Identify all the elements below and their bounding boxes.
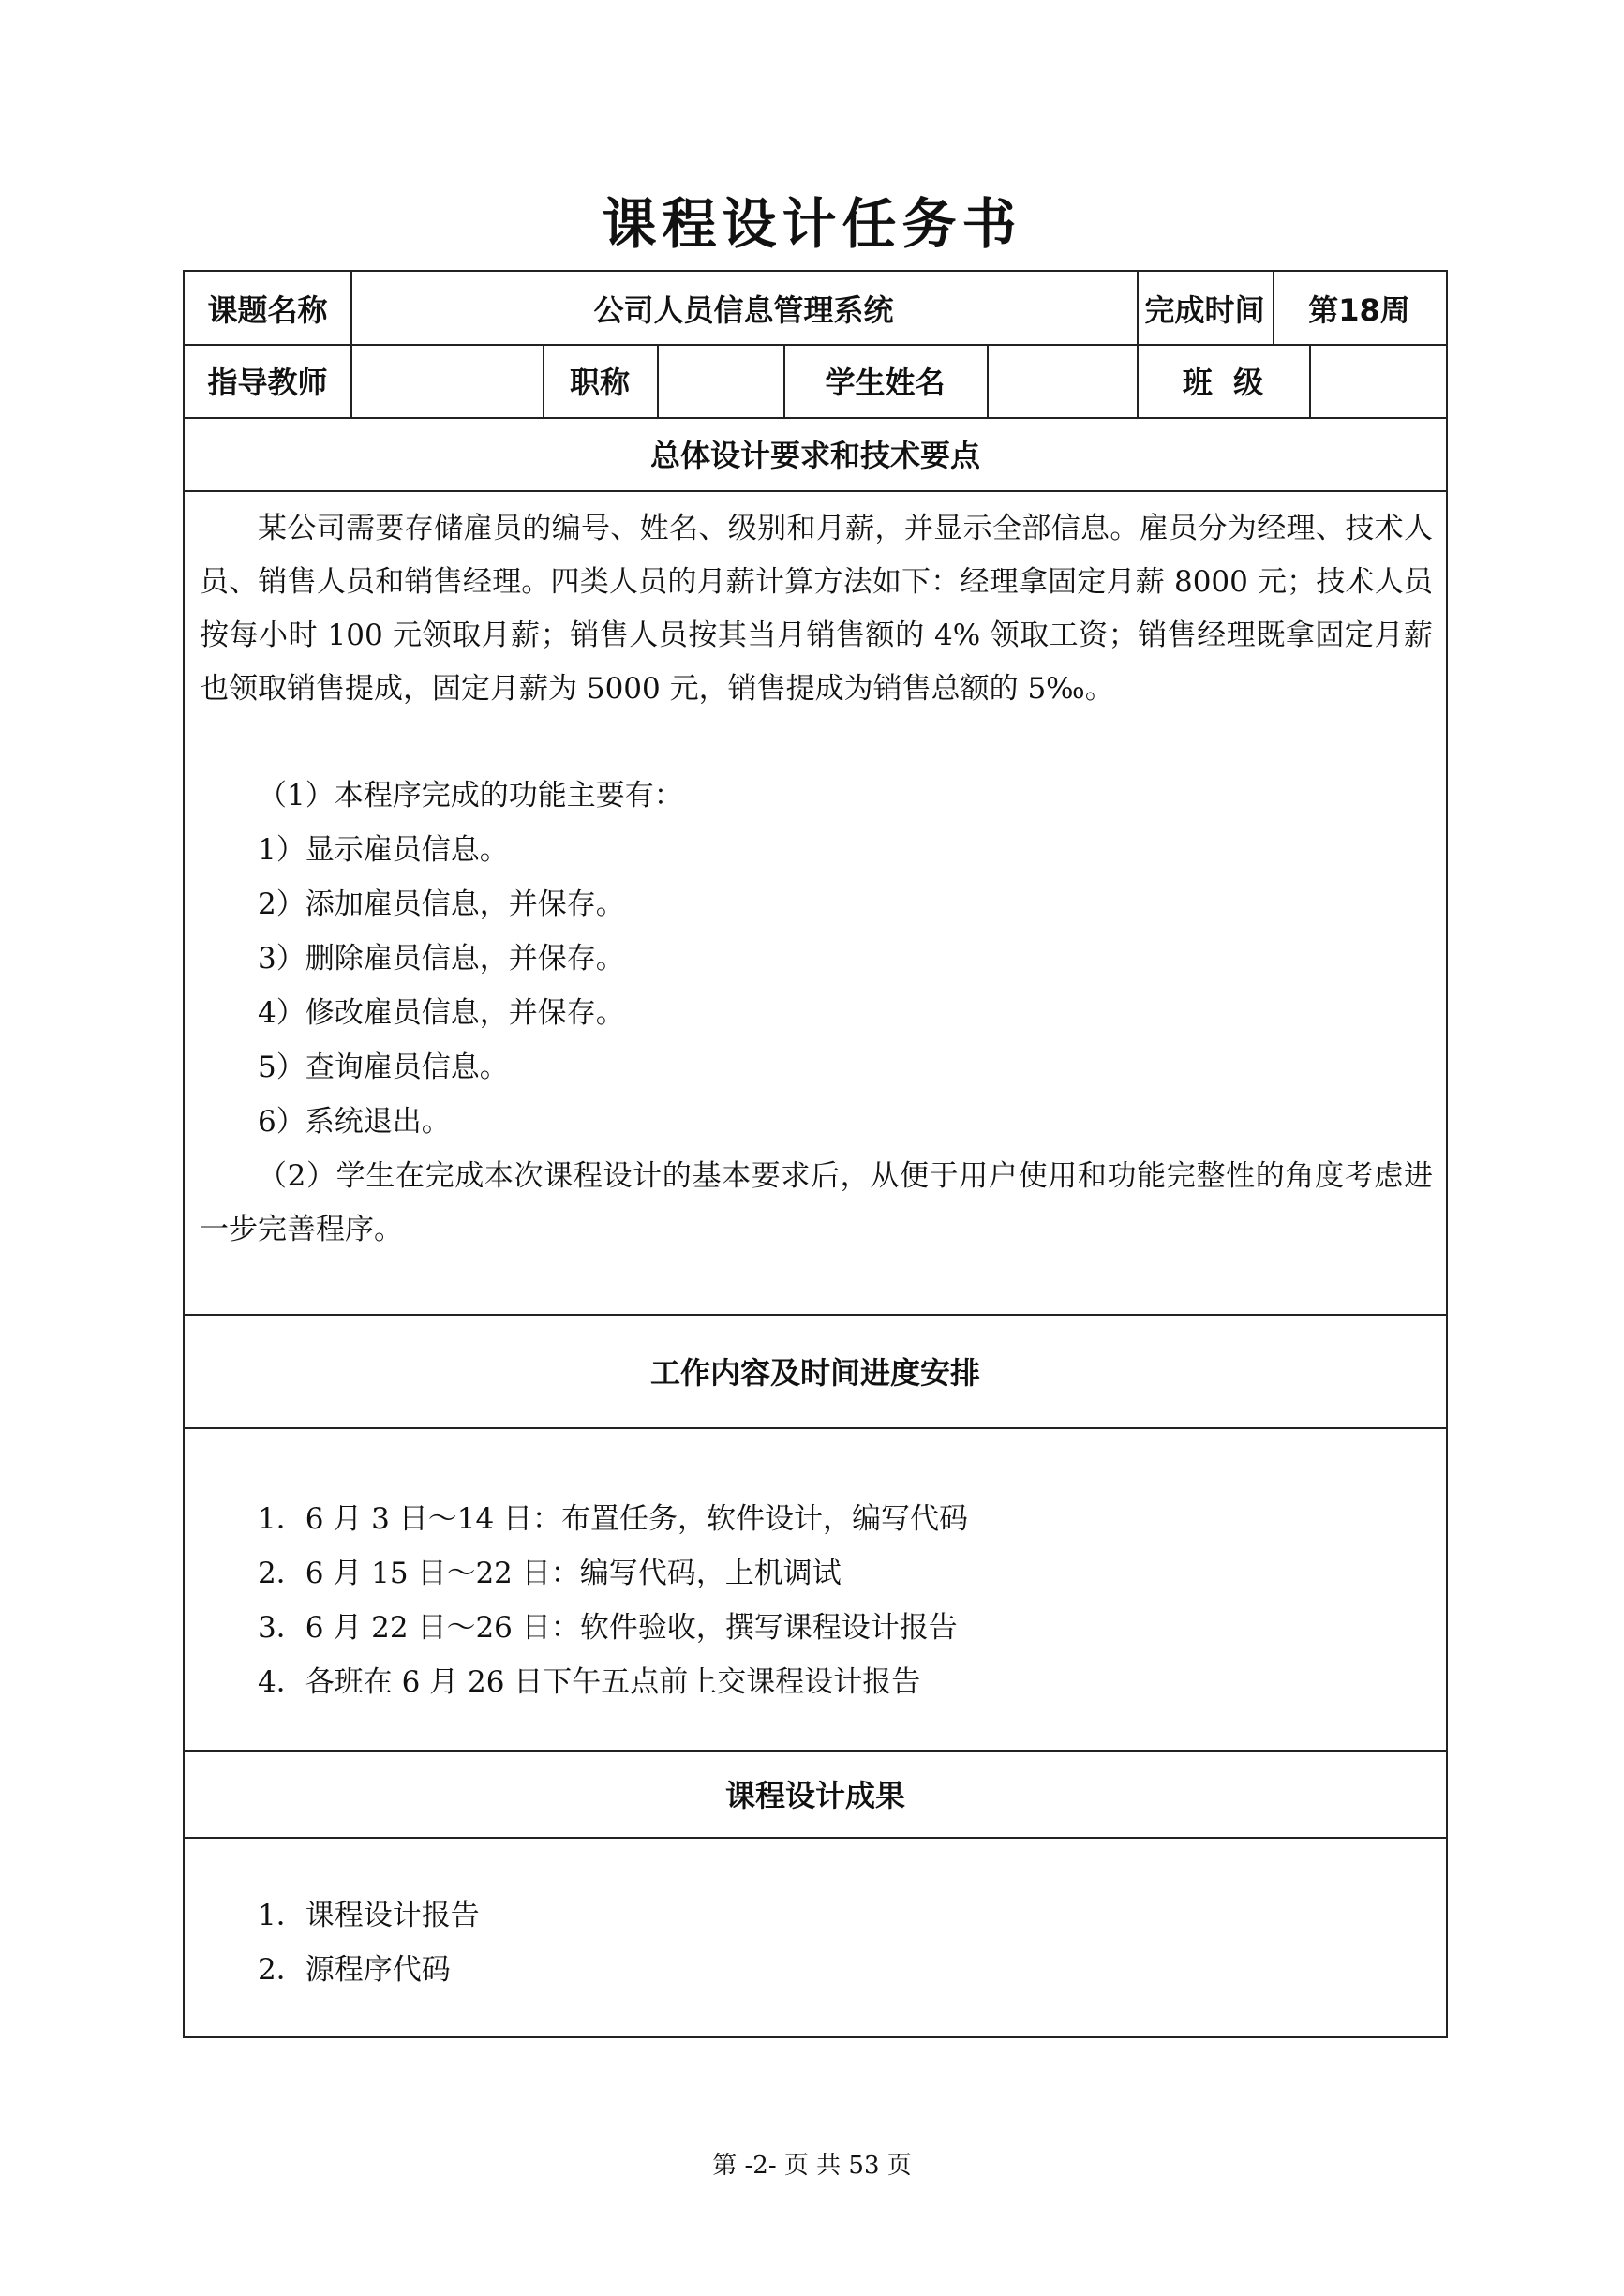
schedule-item: 4．各班在 6 月 26 日下午五点前上交课程设计报告 (258, 1665, 921, 1699)
results-item: 2．源程序代码 (258, 1953, 451, 1987)
function-item: 3）删除雇员信息，并保存。 (258, 942, 625, 976)
class-value (1309, 344, 1446, 417)
rank-value (657, 344, 783, 417)
function-item: 1）显示雇员信息。 (258, 833, 509, 867)
advisor-label: 指导教师 (207, 365, 328, 400)
function-item: 4）修改雇员信息，并保存。 (258, 996, 625, 1030)
function-item: 6）系统退出。 (258, 1105, 451, 1139)
task-table (183, 270, 1448, 2038)
row-divider (185, 490, 1446, 492)
function-item: 5）查询雇员信息。 (258, 1051, 509, 1084)
advisor-value (350, 344, 543, 417)
schedule-item: 2．6 月 15 日～22 日：编写代码，上机调试 (258, 1557, 842, 1590)
student-name-value (987, 344, 1137, 417)
document-title: 课程设计任务书 (602, 192, 1022, 256)
requirements-heading: 总体设计要求和技术要点 (649, 438, 980, 473)
results-heading: 课程设计成果 (724, 1777, 905, 1813)
requirements-note: （2）学生在完成本次课程设计的基本要求后，从便于用户使用和功能完整性的角度考虑进一步完善程序。 (200, 1159, 1433, 1246)
schedule-heading: 工作内容及时间进度安排 (649, 1354, 980, 1391)
row-divider (185, 1837, 1446, 1839)
completion-time-label: 完成时间 (1144, 291, 1265, 328)
row-divider (185, 1427, 1446, 1429)
schedule-item: 1．6 月 3 日～14 日：布置任务，软件设计，编写代码 (258, 1502, 969, 1536)
class-label: 班 级 (1182, 365, 1264, 400)
page-number: 第 -2- 页 共 53 页 (712, 2152, 912, 2180)
requirements-intro: 某公司需要存储雇员的编号、姓名、级别和月薪，并显示全部信息。雇员分为经理、技术人员、销售人员和销售经理。四类人员的月薪计算方法如下：经理拿固定月薪 8000 元；技术人员按每小时 100 元领取月薪；销售人员按其当月销售额的 4% 领取工资；销售经理既拿固定月薪也领取销售提成，固定月薪为 5000 元，销售提成为销售总额的 5‰。 (200, 512, 1433, 706)
schedule-item: 3．6 月 22 日～26 日：软件验收，撰写课程设计报告 (258, 1611, 958, 1645)
functions-intro: （1）本程序完成的功能主要有： (258, 779, 683, 813)
results-item: 1．课程设计报告 (258, 1899, 480, 1932)
topic-label: 课题名称 (207, 291, 328, 328)
function-item: 2）添加雇员信息，并保存。 (258, 887, 625, 921)
rank-label: 职称 (569, 365, 630, 400)
student-name-label: 学生姓名 (825, 365, 946, 400)
completion-time-value: 第18周 (1308, 291, 1410, 328)
topic-value: 公司人员信息管理系统 (593, 291, 894, 328)
